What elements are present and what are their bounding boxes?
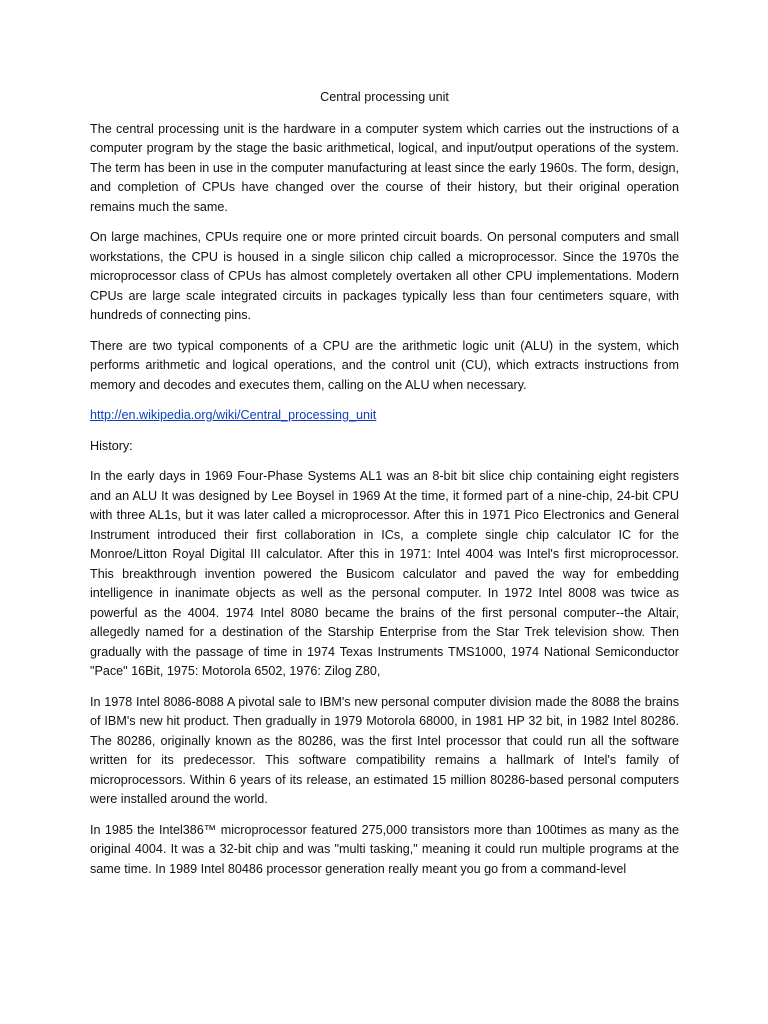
history-heading: History: [90,438,133,453]
intro-paragraph-1: The central processing unit is the hardware in a computer system which carries out the instructions of a computer program by the stage the basic arithmetical, logical, and input/output operations of the system. The term has been in use in the computer manufacturing at least since the early 1960s. The form, design, and completion of CPUs have changed over the course of their history, but their original operation remains much the same. [90,121,679,214]
wikipedia-link[interactable]: http://en.wikipedia.org/wiki/Central_processing_unit [90,408,377,422]
history-paragraph-3: In 1985 the Intel386™ microprocessor featured 275,000 transistors more than 100times as many as the original 4004. It was a 32-bit chip and was "multi tasking," meaning it could run multiple programs at the same time. In 1989 Intel 80486 processor generation really meant you go from a command-level [90,822,679,876]
reference-link-line [90,406,679,426]
history-paragraph-1: In the early days in 1969 Four-Phase Systems AL1 was an 8-bit bit slice chip containing eight registers and an ALU It was designed by Lee Boysel in 1969 At the time, it formed part of a nine-chip, 24-bit CPU with three AL1s, but it was later called a microprocessor. After this in 1971 Pico Electronics and General Instrument introduced their first collaboration in ICs, a complete single chip calculator IC for the Monroe/Litton Royal Digital III calculator. After this in 1971: Intel 4004 was Intel's first microprocessor. This breakthrough invention powered the Busicom calculator and paved the way for embedding intelligence in inanimate objects as well as the personal computer. In 1972 Intel 8008 was twice as powerful as the 4004. 1974 Intel 8080 became the brains of the first personal computer--the Altair, allegedly named for a destination of the Starship Enterprise from the Star Trek television show. Then gradually with the passage of time in 1974 Texas Instruments TMS1000, 1974 National Semiconductor "Pace" 16Bit, 1975: Motorola 6502, 1976: Zilog Z80, [90,469,679,678]
intro-paragraph-2: On large machines, CPUs require one or more printed circuit boards. On personal computers and small workstations, the CPU is housed in a single silicon chip called a microprocessor. Since the 1970s the microprocessor class of CPUs has almost completely overtaken all other CPU implementations. Modern CPUs are large scale integrated circuits in packages typically less than four centimeters square, with hundreds of connecting pins. [90,230,679,322]
document-page [90,88,679,890]
history-paragraph-2: In 1978 Intel 8086-8088 A pivotal sale to IBM's new personal computer division made the 8088 the brains of IBM's new hit product. Then gradually in 1979 Motorola 68000, in 1981 HP 32 bit, in 1982 Intel 80286. The 80286, originally known as the 80286, was the first Intel processor that could run all the software written for its predecessor. This software compatibility remains a hallmark of Intel's family of microprocessors. Within 6 years of its release, an estimated 15 million 80286-based personal computers were installed around the world. [90,694,679,806]
intro-paragraph-3: There are two typical components of a CPU are the arithmetic logic unit (ALU) in the system, which performs arithmetic and logical operations, and the control unit (CU), which extracts instructions from memory and decodes and executes them, calling on the ALU when necessary. [90,338,679,392]
document-title: Central processing unit [320,90,449,104]
